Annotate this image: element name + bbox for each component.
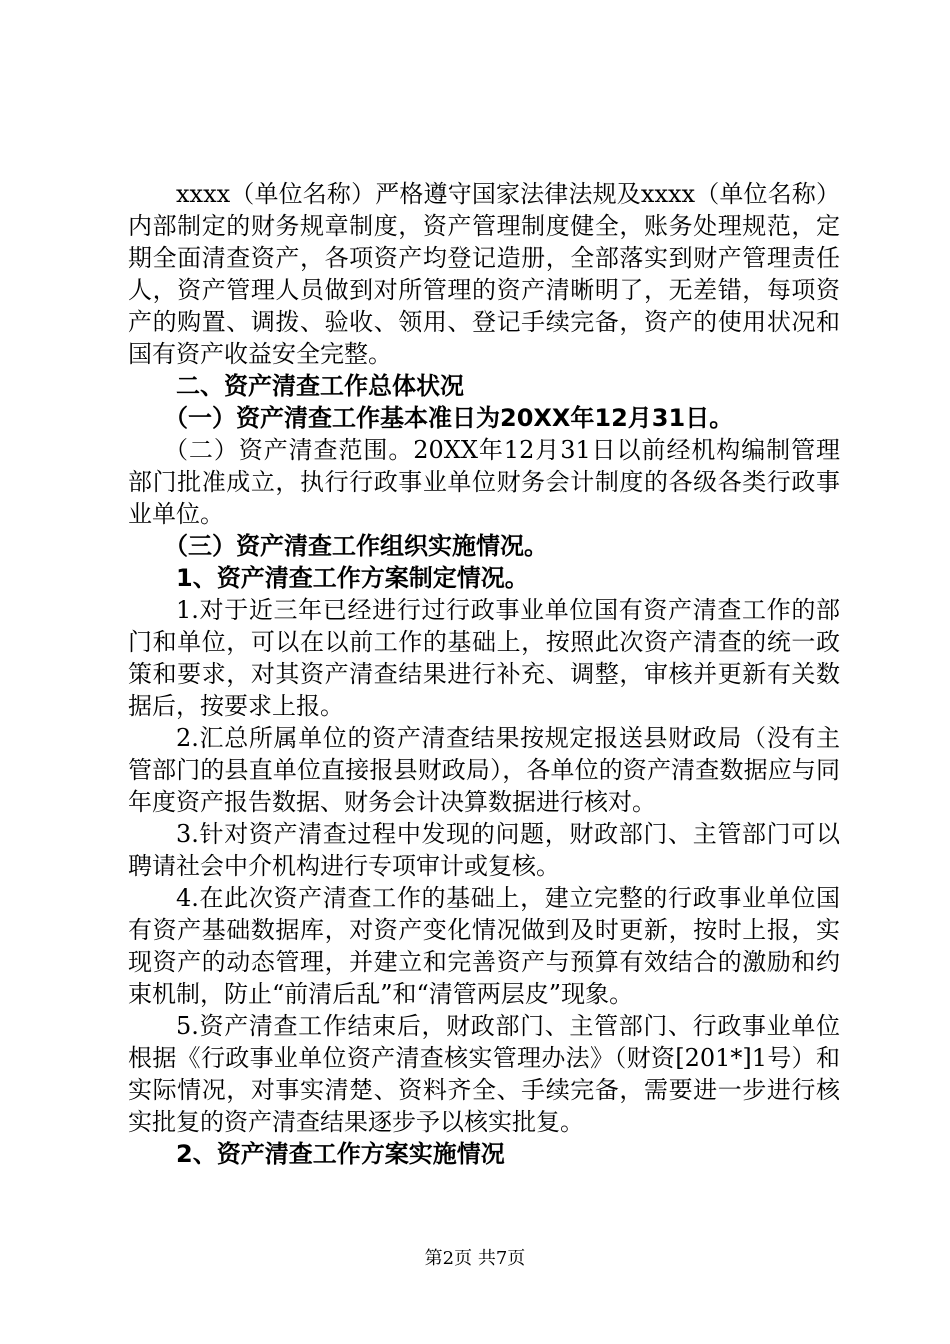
heading-implementation: （三）资产清查工作组织实施情况。 [164, 532, 548, 560]
page-number-footer: 第2页 共7页 [424, 1248, 526, 1269]
paragraph-item-5: 5.资产清查工作结束后，财政部门、主管部门、行政事业单位根据《行政事业单位资产清查核实管理办法》（财资[201*]1号）和实际情况，对事实清楚、资料齐全、手续完备，需要进一步进行核实批复的资产清查结果逐步予以核实批复。 [128, 1012, 840, 1136]
paragraph-item-4: 4.在此次资产清查工作的基础上，建立完整的行政事业单位国有资产基础数据库，对资产变化情况做到及时更新，按时上报，实现资产的动态管理，并建立和完善资产与预算有效结合的激励和约束机制，防止“前清后乱”和“清管两层皮”现象。 [128, 884, 840, 1008]
paragraph-item-2: 2.汇总所属单位的资产清查结果按规定报送县财政局（没有主管部门的县直单位直接报县财政局），各单位的资产清查数据应与同年度资产报告数据、财务会计决算数据进行核对。 [128, 724, 840, 816]
heading-plan-formulation: 1、资产清查工作方案制定情况。 [176, 564, 529, 592]
paragraph-item-3: 3.针对资产清查过程中发现的问题，财政部门、主管部门可以聘请社会中介机构进行专项审计或复核。 [128, 820, 840, 880]
paragraph-intro: xxxx（单位名称）严格遵守国家法律法规及xxxx（单位名称）内部制定的财务规章制度，资产管理制度健全，账务处理规范，定期全面清查资产，各项资产均登记造册，全部落实到财产管理责任人，资产管理人员做到对所管理的资产清晰明了，无差错，每项资产的购置、调拨、验收、领用、登记手续完备，资产的使用状况和国有资产收益安全完整。 [128, 180, 840, 368]
paragraph-scope: （二）资产清查范围。20XX年12月31日以前经机构编制管理部门批准成立，执行行政事业单位财务会计制度的各级各类行政事业单位。 [128, 436, 840, 528]
heading-overall-status: 二、资产清查工作总体状况 [176, 372, 464, 400]
document-body [128, 178, 840, 1170]
paragraph-item-1: 1.对于近三年已经进行过行政事业单位国有资产清查工作的部门和单位，可以在以前工作的基础上，按照此次资产清查的统一政策和要求，对其资产清查结果进行补充、调整，审核并更新有关数据后，按要求上报。 [128, 596, 840, 720]
heading-plan-implementation: 2、资产清查工作方案实施情况 [176, 1140, 505, 1168]
heading-base-date: （一）资产清查工作基本准日为20XX年12月31日。 [164, 404, 734, 432]
